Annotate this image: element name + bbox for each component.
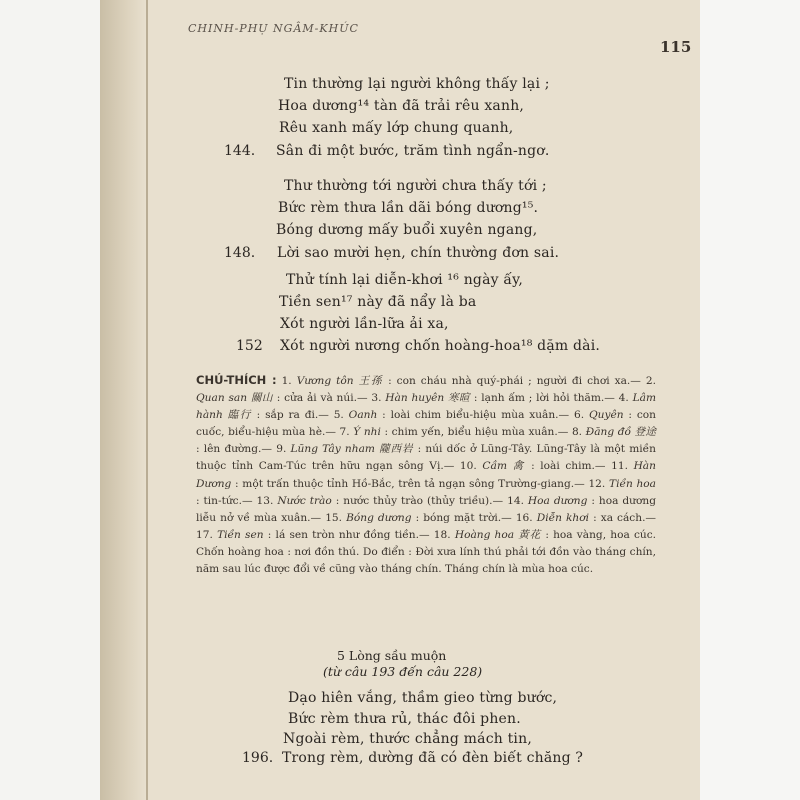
verse-line: Tin thường lại người không thấy lại ;	[284, 76, 550, 92]
note-item: 17. Tiền sen : lá sen tròn như đồng tiền.—	[196, 528, 430, 541]
verse-line: Dạo hiên vắng, thầm gieo từng bước,	[288, 690, 558, 706]
verse-line: Rêu xanh mấy lớp chung quanh,	[279, 120, 514, 136]
note-item: 4. Lâm hành 臨行 : sắp ra đi.—	[196, 392, 656, 422]
verse-line: Bức rèm thưa rủ, thác đôi phen.	[288, 711, 521, 727]
verse-line: Tiền sen¹⁷ này đã nẩy là ba	[279, 294, 477, 310]
note-item: 8. Đăng đồ 登途 : lên đường.—	[196, 426, 656, 456]
note-item: 16. Diễn khơi : xa cách.—	[515, 511, 657, 524]
page-number: 115	[660, 38, 692, 56]
note-item: 14. Hoa dương : hoa dương liễu nở về mùa xuân.—	[196, 494, 656, 524]
note-item: 5. Oanh : loài chim biểu-hiệu mùa xuân.—	[333, 409, 570, 422]
section-subtitle: (từ câu 193 đến câu 228)	[323, 664, 483, 679]
note-item: 2. Quan san 關山 : cửa ải và núi.—	[196, 375, 657, 405]
verse-line: Trong rèm, dường đã có đèn biết chăng ?	[282, 750, 584, 766]
verse-line: Sân đi một bước, trăm tình ngẩn-ngơ.	[276, 143, 550, 159]
line-number: 148.	[224, 245, 256, 261]
note-item: 15. Bóng dương : bóng mặt trời.—	[325, 511, 512, 524]
verse-line: Bóng dương mấy buổi xuyên ngang,	[276, 222, 538, 238]
note-item: 10. Cầm 禽 : loài chim.—	[459, 460, 606, 473]
page-fold	[146, 0, 148, 800]
note-item: 18. Hoàng hoa 黃花 : hoa vàng, hoa cúc. Chốn hoàng hoa : nơi đồn thú. Do điển : Đời xưa lính thú phải tới đồn vào tháng chín, năm sau lúc được đổi về cũng vào tháng chín. Tháng chín là mùa hoa cúc.	[196, 528, 657, 576]
note-item: 11. Hàn Dương : một trấn thuộc tỉnh Hồ-Bắc, trên tả ngạn sông Trường-giang.—	[196, 460, 656, 490]
note-item: 13. Nước trào : nước thủy trào (thủy triều).—	[256, 494, 504, 507]
verse-line: Hoa dương¹⁴ tàn đã trải rêu xanh,	[278, 98, 525, 114]
note-item: 9. Lũng Tây nham 隴西岩 : núi dốc ở Lũng-Tây. Lũng-Tây là một miền thuộc tỉnh Cam-Túc trên hữu ngạn sông Vị.—	[196, 443, 656, 473]
footnotes-heading: CHÚ-THÍCH :	[196, 373, 277, 387]
right-margin	[700, 0, 800, 800]
note-item: 3. Hàn huyên 寒暄 : lạnh ấm ; lời hỏi thăm.—	[371, 392, 615, 405]
note-item: 7. Ý nhi : chim yến, biểu hiệu mùa xuân.—	[339, 426, 569, 439]
note-item: 12. Tiền hoa : tin-tức.—	[196, 477, 657, 507]
section-title: 5 Lòng sầu muộn	[337, 648, 447, 663]
page-binding-shadow	[100, 0, 146, 800]
line-number: 144.	[224, 143, 256, 159]
footnotes	[196, 372, 656, 578]
verse-line: Xót người nương chốn hoàng-hoa¹⁸ dặm dài.	[280, 338, 601, 354]
verse-line: Lời sao mười hẹn, chín thường đơn sai.	[277, 245, 560, 261]
running-title: CHINH-PHỤ NGÂM-KHÚC	[188, 22, 359, 35]
note-item: 6. Quyên : con cuốc, biểu-hiệu mùa hè.—	[196, 409, 656, 439]
left-margin	[0, 0, 100, 800]
line-number: 196.	[242, 750, 274, 766]
note-item: 1. Vương tôn 王孫 : con cháu nhà quý-phái ; người đi chơi xa.—	[281, 375, 641, 387]
line-number: 152	[236, 338, 263, 354]
verse-line: Thư thường tới người chưa thấy tới ;	[284, 178, 547, 194]
verse-line: Thử tính lại diễn-khơi ¹⁶ ngày ấy,	[286, 272, 524, 288]
verse-line: Ngoài rèm, thước chẳng mách tin,	[283, 731, 532, 747]
verse-line: Bức rèm thưa lần dãi bóng dương¹⁵.	[278, 200, 539, 216]
verse-line: Xót người lần-lữa ải xa,	[280, 316, 449, 332]
